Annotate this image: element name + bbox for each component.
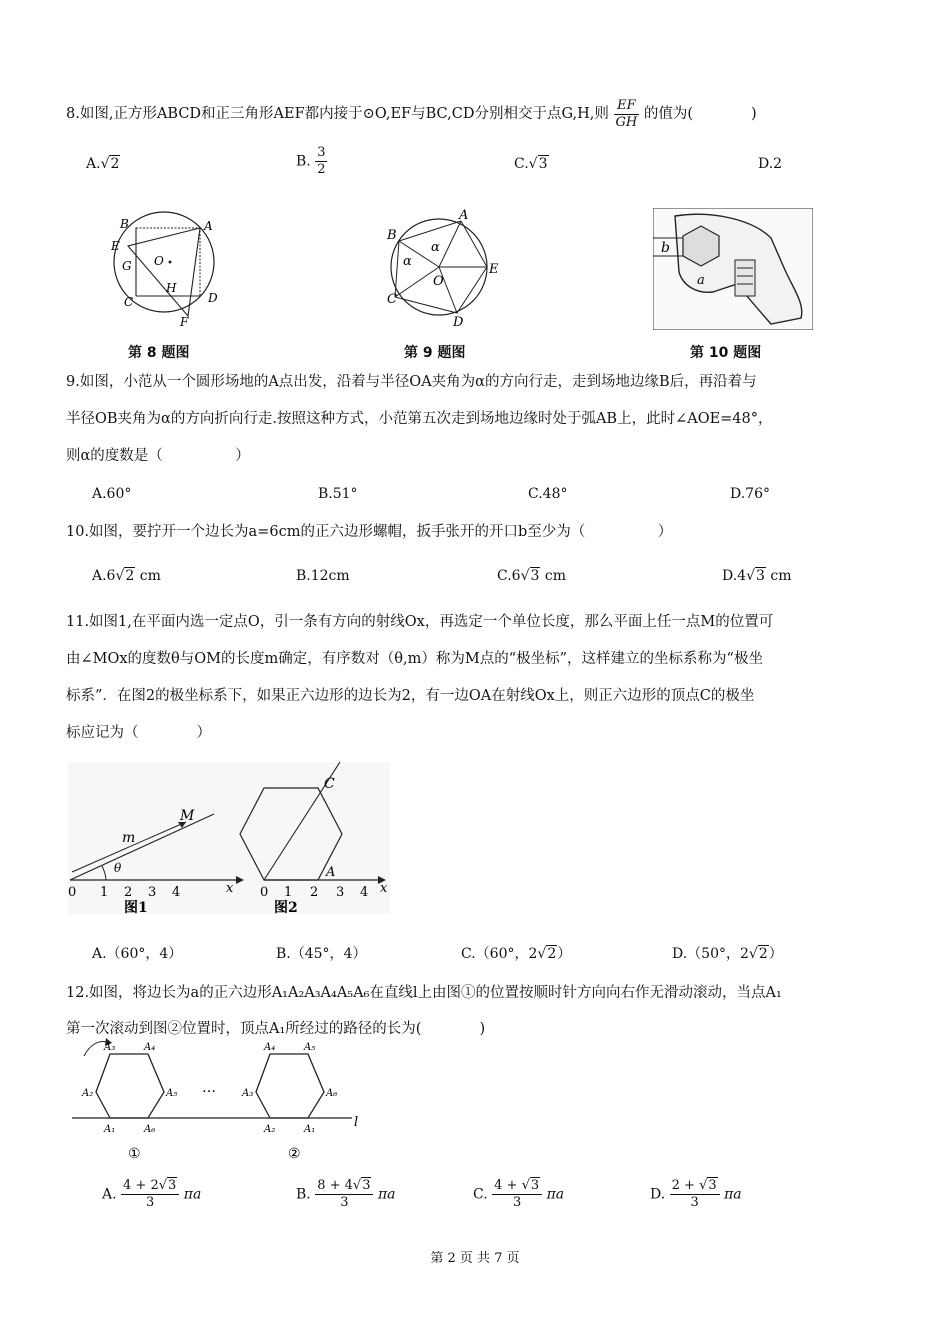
svg-text:m: m [122,830,136,846]
svg-text:A₅: A₅ [304,1042,316,1053]
q8-option-c[interactable]: C.√3 [514,156,548,172]
svg-text:1: 1 [284,885,293,900]
q9-option-b[interactable]: B.51° [318,486,358,502]
svg-text:E: E [111,239,120,253]
q9-option-d[interactable]: D.76° [730,486,770,502]
svg-text:x: x [226,881,234,896]
svg-text:M: M [180,808,195,824]
svg-text:A₆: A₆ [326,1088,338,1099]
figure-11 [68,762,390,914]
svg-text:H: H [166,281,177,295]
svg-text:4: 4 [172,885,181,900]
svg-text:α: α [403,254,412,269]
svg-text:②: ② [288,1146,301,1162]
q12-option-d[interactable]: D. $\frac{2 + √3}{3}$ πa [650,1178,742,1210]
svg-text:C: C [387,292,397,307]
svg-text:A₂: A₂ [264,1124,276,1135]
page-footer: 第 2 页 共 7 页 [430,1251,520,1266]
question-12: 12.如图，将边长为a的正六边形A₁A₂A₃A₄A₅A₆在直线l上由图①的位置按顺时针方向向右作无滑动滚动，当点A₁ 第一次滚动到图②位置时，顶点A₁所经过的路径的长为( ) [66,985,782,1037]
svg-text:A₅: A₅ [166,1088,178,1099]
q9-option-c[interactable]: C.48° [528,486,568,502]
svg-text:1: 1 [100,885,109,900]
fraction-ef-gh: $\frac{EF}{GH}$ [615,97,638,130]
svg-text:D: D [453,315,464,330]
q10-option-d[interactable]: D.4√3 cm [722,568,792,584]
q11-option-c[interactable]: C.（60°，2√2） [461,946,572,962]
svg-text:θ: θ [114,861,122,875]
svg-text:4: 4 [360,885,369,900]
q10-option-a[interactable]: A.6√2 cm [92,568,161,584]
svg-text:A: A [459,208,469,223]
q12-option-b[interactable]: B. $\frac{8 + 4√3}{3}$ πa [296,1178,396,1210]
q10-option-c[interactable]: C.6√3 cm [497,568,566,584]
svg-text:B: B [387,228,397,243]
svg-text:A₂: A₂ [82,1088,94,1099]
svg-text:3: 3 [148,885,157,900]
svg-text:A₃: A₃ [242,1088,254,1099]
q11-option-d[interactable]: D.（50°，2√2） [672,946,783,962]
svg-text:A₁: A₁ [304,1124,316,1135]
q11-option-b[interactable]: B.（45°，4） [276,946,367,962]
svg-text:A₆: A₆ [144,1124,156,1135]
caption-figure-9: 第 9 题图 [404,345,466,361]
caption-figure-8: 第 8 题图 [128,345,190,361]
svg-text:α: α [431,240,440,255]
q9-option-a[interactable]: A.60° [92,486,132,502]
caption-figure-10: 第 10 题图 [690,345,762,361]
svg-text:O: O [433,274,444,289]
question-9: 9.如图，小范从一个圆形场地的A点出发，沿着与半径OA夹角为α的方向行走，走到场地边缘B后，再沿着与 半径OB夹角为α的方向折向行走.按照这种方式，小范第五次走到场地边缘时处于弧AB上，此时∠AOE=48°， 则α的度数是（ ） [66,374,773,464]
svg-text:x: x [380,881,388,896]
svg-text:A₁: A₁ [104,1124,116,1135]
svg-text:图2: 图2 [274,900,298,914]
svg-text:…: … [202,1080,216,1096]
svg-text:b: b [661,240,670,256]
svg-text:D: D [208,291,218,305]
svg-text:0: 0 [260,885,269,900]
question-11: 11.如图1,在平面内选一定点O，引一条有方向的射线Ox，再选定一个单位长度，那么平面上任一点M的位置可 由∠MOx的度数θ与OM的长度m确定，有序数对（θ,m）称为M点的“极坐标”，这样建立的坐标系称为“极坐 标系”．在图2的极坐标系下，如果正六边形的边长为2，有一边OA在射线Ox上，则正六边形的顶点C的极坐 标应记为（ ） [66,614,774,741]
figure-8 [108,210,238,330]
svg-text:F: F [180,315,189,329]
svg-text:2: 2 [124,885,133,900]
svg-text:图1: 图1 [124,900,148,914]
svg-text:0: 0 [68,885,77,900]
svg-text:A: A [204,219,213,233]
svg-text:A₃: A₃ [104,1042,116,1053]
svg-text:A₄: A₄ [144,1042,156,1053]
svg-text:a: a [697,273,705,288]
q10-option-b[interactable]: B.12cm [296,568,350,584]
q8-option-d[interactable]: D.2 [758,156,783,172]
svg-text:C: C [124,295,134,309]
q12-option-a[interactable]: A. $\frac{4 + 2√3}{3}$ πa [102,1178,202,1210]
svg-text:2: 2 [310,885,319,900]
question-10: 10.如图，要拧开一个边长为a=6cm的正六边形螺帽，扳手张开的开口b至少为（ ） [66,524,673,540]
q8-option-b[interactable]: B. $\frac{3}{2}$ [296,145,326,177]
svg-text:A: A [326,865,336,880]
svg-text:O: O [154,254,164,268]
svg-text:l: l [354,1115,359,1130]
svg-text:G: G [122,259,132,273]
q12-option-c[interactable]: C. $\frac{4 + √3}{3}$ πa [473,1178,565,1210]
figure-10 [653,208,813,330]
svg-text:A₄: A₄ [264,1042,276,1053]
q8-option-a[interactable]: A.√2 [86,156,120,172]
svg-text:E: E [489,262,499,277]
svg-text:B: B [120,217,129,231]
question-8: 8.如图,正方形ABCD和正三角形AEF都内接于⊙O,EF与BC,CD分别相交于点G,H,则 $\frac{EF}{GH}$ 的值为( ) [66,97,757,130]
svg-text:3: 3 [336,885,345,900]
figure-12 [72,1034,372,1164]
svg-text:①: ① [128,1146,141,1162]
figure-9 [383,205,508,330]
q11-option-a[interactable]: A.（60°，4） [92,946,183,962]
svg-text:C: C [324,776,335,792]
